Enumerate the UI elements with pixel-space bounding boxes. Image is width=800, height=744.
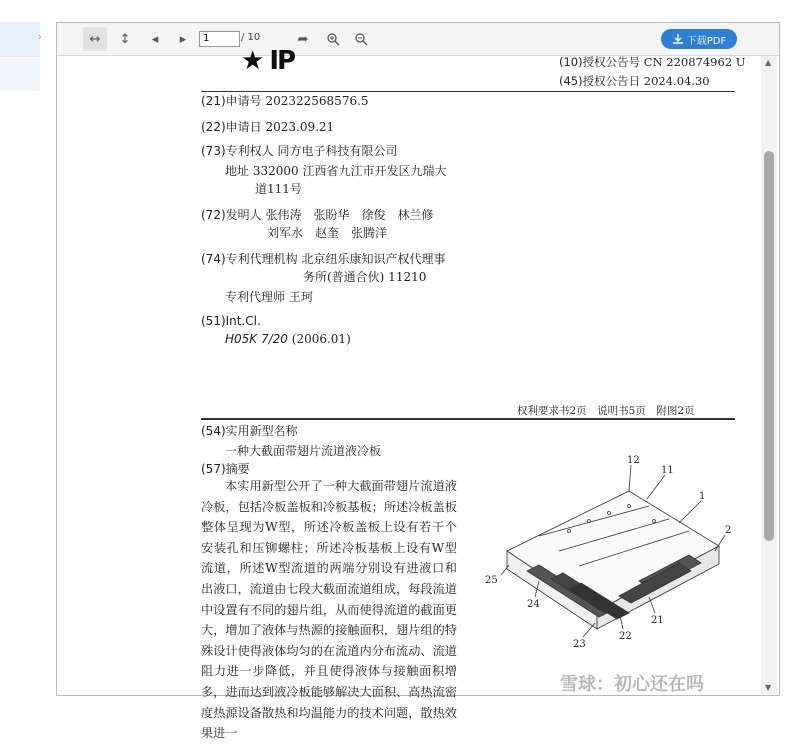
abstract-label-text: (57)摘要 (201, 462, 250, 476)
fit-height-icon[interactable]: ↕ (119, 31, 131, 47)
address-label: 地址 (225, 164, 250, 178)
page-number-input[interactable] (199, 31, 240, 47)
title-label (201, 422, 298, 440)
fig-label: 11 (661, 465, 674, 476)
agent-label: 专利代理师 (225, 290, 286, 304)
office-logo: ★ IP (241, 46, 295, 76)
download-label: 下载PDF (686, 35, 727, 47)
app-date-label: (22)申请日 (201, 120, 262, 134)
application-date (201, 118, 334, 136)
intcl (225, 330, 351, 348)
pub-no-value: CN 220874962 U (643, 55, 746, 69)
app-no-value: 202322568576.5 (265, 94, 369, 108)
chevron-right-icon[interactable]: › (38, 32, 42, 43)
address (225, 162, 446, 180)
fig-label: 22 (619, 631, 632, 642)
app-no-label: (21)申请号 (201, 94, 262, 108)
pages-note: 权利要求书2页 说明书5页 附图2页 (517, 405, 695, 417)
intcl-value: H05K 7/20 (225, 332, 288, 346)
viewer-toolbar (57, 23, 779, 56)
address-line-1: 332000 江西省九江市开发区九瑞大 (252, 164, 447, 178)
app-date-value: 2023.09.21 (265, 120, 335, 134)
fig-label: 21 (651, 615, 664, 626)
agent-value: 王珂 (288, 290, 313, 304)
inventors (201, 206, 433, 224)
fit-width-icon[interactable]: ↔ (83, 27, 107, 51)
download-icon (672, 33, 684, 45)
fig-label: 23 (573, 639, 586, 650)
agency-line-1: 北京纽乐康知识产权代理事 (301, 252, 446, 266)
abstract-body: 本实用新型公开了一种大截面带翅片流道液冷板，包括冷板盖板和冷板基板；所述冷板盖板整体呈现为W型，所述冷板盖板上设有若干个安装孔和压铆螺柱；所述冷板基板上设有W型流道，所述W型流道的两端分别设有进液口和出液口，流道由七段大截面流道组成，每段流道中设置有不同的翅片组，从而使得流道的截面更大，增加了液体与热源的接触面积，翅片组的特殊设计使得液体均匀的在流道内分布流动、流道阻力进一步降低，并且使得液体与接触面积增多，进而达到液冷板能够解决大面积、高热流密度热源设备散热和均温能力的技术问题，散热效果进一 (201, 479, 457, 741)
vertical-scrollbar[interactable] (761, 56, 777, 694)
thumbnail-selected[interactable] (0, 22, 40, 56)
fig-label: 24 (527, 599, 540, 610)
inventors-label: (72)发明人 (201, 208, 262, 222)
pub-no-label: (10)授权公告号 (559, 55, 641, 69)
application-number (201, 92, 369, 110)
abstract-text (201, 476, 457, 744)
pub-date-value: 2024.04.30 (643, 74, 710, 88)
agency-line-2: 务所(普通合伙) 11210 (303, 270, 427, 284)
zoom-out-icon[interactable] (349, 27, 373, 51)
agency (201, 250, 445, 268)
intcl-version: (2006.01) (291, 332, 351, 346)
publication-number (559, 54, 745, 70)
publication-date (559, 73, 710, 89)
page-total: / 10 (241, 32, 261, 43)
address-line-2: 道111号 (255, 182, 302, 196)
download-pdf-button[interactable] (661, 29, 737, 49)
inventors-line-1: 张伟涛 张盼华 徐俊 林兰修 (265, 208, 434, 222)
pdf-viewer (56, 22, 780, 741)
share-icon[interactable]: ➦ (297, 31, 309, 47)
patent-title: 一种大截面带翅片流道液冷板 (225, 444, 382, 458)
zoom-in-icon[interactable] (321, 27, 345, 51)
thumbnail-panel (0, 22, 40, 90)
patentee (201, 142, 397, 160)
fig-label: 25 (485, 575, 498, 586)
intcl-label-text: (51)Int.Cl. (201, 314, 261, 328)
patent-agent (225, 288, 313, 306)
scrollbar-thumb[interactable] (764, 151, 774, 541)
patent-figure (479, 451, 739, 661)
owner-label: (73)专利权人 (201, 144, 274, 158)
agency-label: (74)专利代理机构 (201, 252, 298, 266)
fig-label: 1 (699, 491, 706, 502)
inventors-line-2: 刘军水 赵奎 张腾洋 (267, 226, 388, 240)
scroll-down-icon[interactable]: ▼ (765, 683, 772, 692)
owner-value: 同方电子科技有限公司 (277, 144, 398, 158)
scroll-up-icon[interactable]: ▲ (765, 58, 772, 67)
prev-page-icon[interactable]: ◂ (151, 31, 159, 47)
next-page-icon[interactable]: ▸ (179, 31, 187, 47)
title-label-text: (54)实用新型名称 (201, 424, 298, 438)
document-page (117, 46, 757, 741)
fig-label: 12 (627, 455, 640, 466)
section-divider (201, 418, 735, 420)
pub-date-label: (45)授权公告日 (559, 74, 641, 88)
thumbnail-item[interactable] (0, 56, 40, 91)
fig-label: 2 (725, 525, 732, 536)
watermark: 雪球：初心还在吗 (560, 674, 704, 695)
intcl-label (201, 312, 261, 330)
